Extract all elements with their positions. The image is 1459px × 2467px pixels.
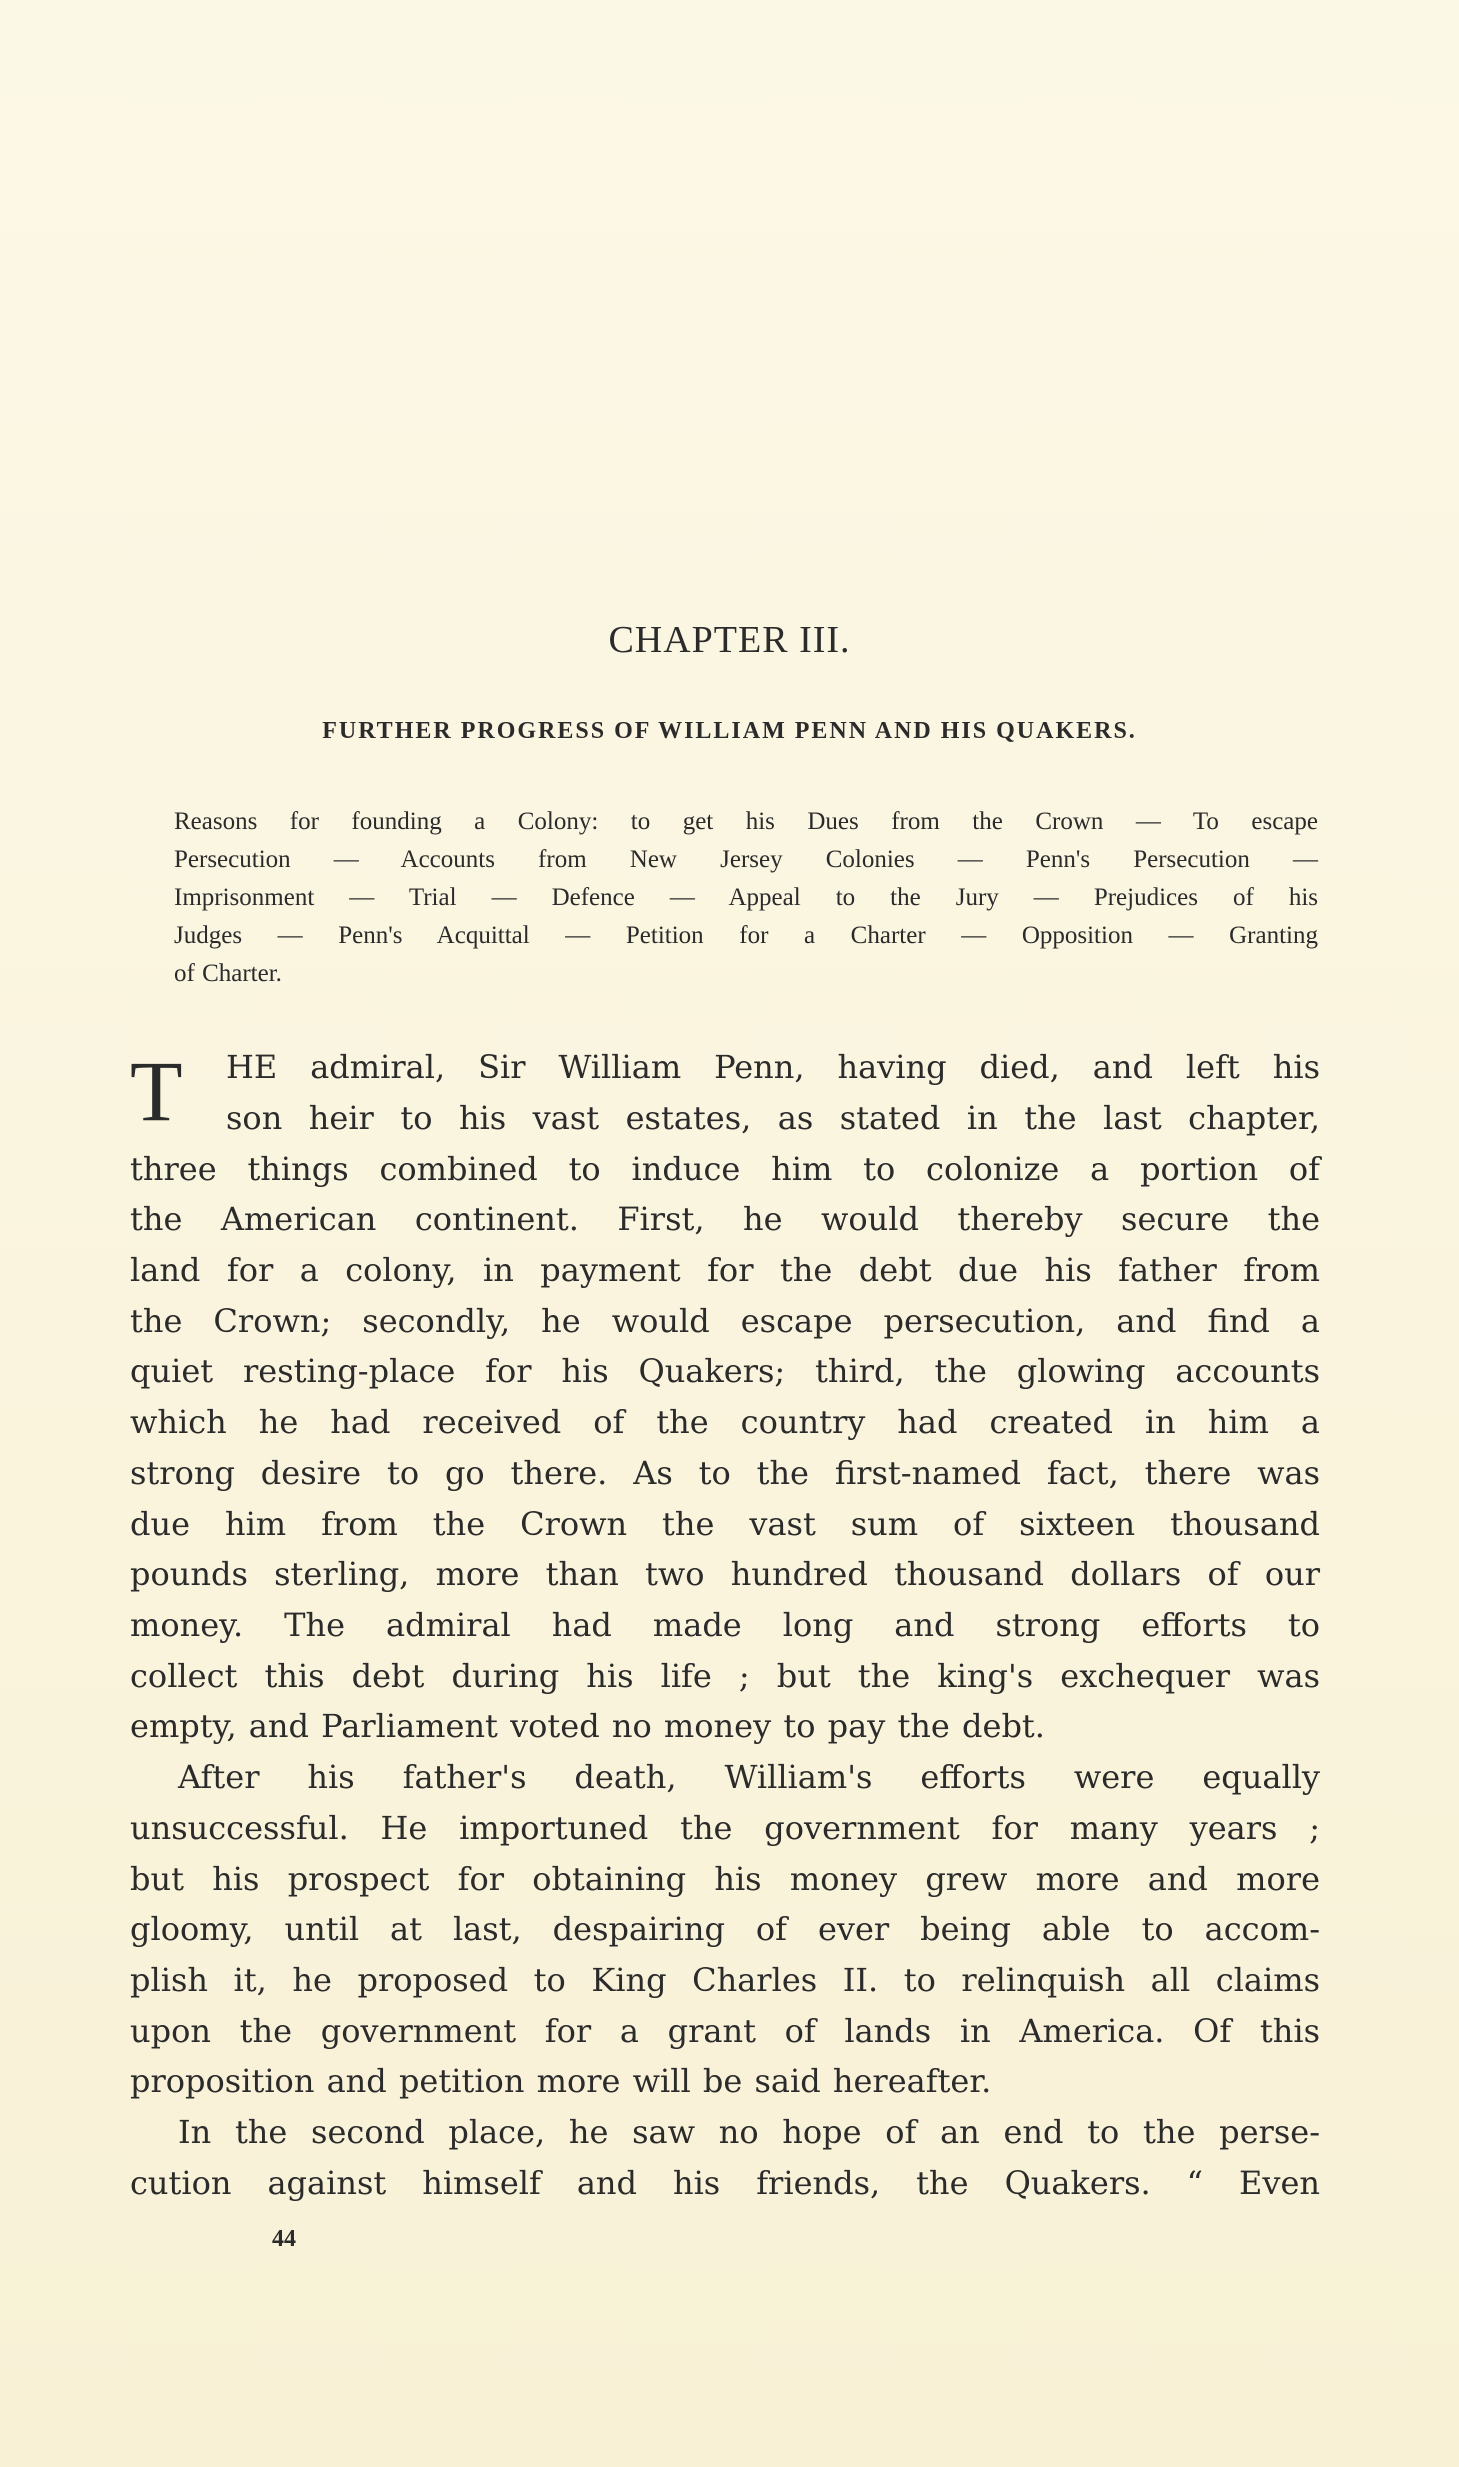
body-line: empty, and Parliament voted no money to pay the debt. bbox=[130, 1707, 1045, 1745]
body-line: pounds sterling, more than two hundred thousand dollars of our bbox=[130, 1555, 1320, 1593]
body-line: proposition and petition more will be said hereafter. bbox=[130, 2062, 992, 2100]
body-line: strong desire to go there. As to the first-named fact, there was bbox=[130, 1454, 1320, 1492]
body-line: plish it, he proposed to King Charles II. to relinquish all claims bbox=[130, 1961, 1320, 1999]
body-line: land for a colony, in payment for the debt due his father from bbox=[130, 1251, 1320, 1289]
body-line: the American continent. First, he would thereby secure the bbox=[130, 1200, 1320, 1238]
summary-line: of Charter. bbox=[174, 960, 282, 987]
summary-line: Reasons for founding a Colony: to get his Dues from the Crown — To escape bbox=[174, 808, 1318, 835]
page-number: 44 bbox=[272, 2226, 296, 2252]
drop-cap: T bbox=[130, 1043, 183, 1139]
body-line: quiet resting-place for his Quakers; third, the glowing accounts bbox=[130, 1352, 1320, 1390]
summary-line: Persecution — Accounts from New Jersey Colonies — Penn's Persecution — bbox=[174, 846, 1318, 873]
chapter-summary bbox=[174, 803, 1318, 993]
chapter-title: CHAPTER III. bbox=[608, 619, 851, 661]
body-line: HE admiral, Sir William Penn, having died, and left his bbox=[226, 1048, 1320, 1086]
body-line: After his father's death, William's efforts were equally bbox=[178, 1758, 1320, 1796]
body-line: upon the government for a grant of lands in America. Of this bbox=[130, 2012, 1320, 2050]
body-line: three things combined to induce him to colonize a portion of bbox=[130, 1150, 1320, 1188]
body-line: son heir to his vast estates, as stated in the last chapter, bbox=[226, 1099, 1320, 1137]
summary-line: Imprisonment — Trial — Defence — Appeal to the Jury — Prejudices of his bbox=[174, 884, 1318, 911]
body-line: the Crown; secondly, he would escape persecution, and find a bbox=[130, 1302, 1320, 1340]
chapter-subtitle: FURTHER PROGRESS OF WILLIAM PENN AND HIS QUAKERS. bbox=[322, 718, 1137, 744]
summary-line: Judges — Penn's Acquittal — Petition for a Charter — Opposition — Granting bbox=[174, 922, 1318, 949]
body-line: but his prospect for obtaining his money grew more and more bbox=[130, 1860, 1320, 1898]
body-line: due him from the Crown the vast sum of sixteen thousand bbox=[130, 1505, 1320, 1543]
body-line: unsuccessful. He importuned the government for many years ; bbox=[130, 1809, 1320, 1847]
body-line: which he had received of the country had created in him a bbox=[130, 1403, 1320, 1441]
body-line: collect this debt during his life ; but the king's exchequer was bbox=[130, 1657, 1320, 1695]
body-line: gloomy, until at last, despairing of ever being able to accom- bbox=[130, 1910, 1320, 1948]
body-line: money. The admiral had made long and strong efforts to bbox=[130, 1606, 1320, 1644]
body-line: cution against himself and his friends, the Quakers. “ Even bbox=[130, 2164, 1320, 2202]
body-line: In the second place, he saw no hope of an end to the perse- bbox=[178, 2113, 1320, 2151]
